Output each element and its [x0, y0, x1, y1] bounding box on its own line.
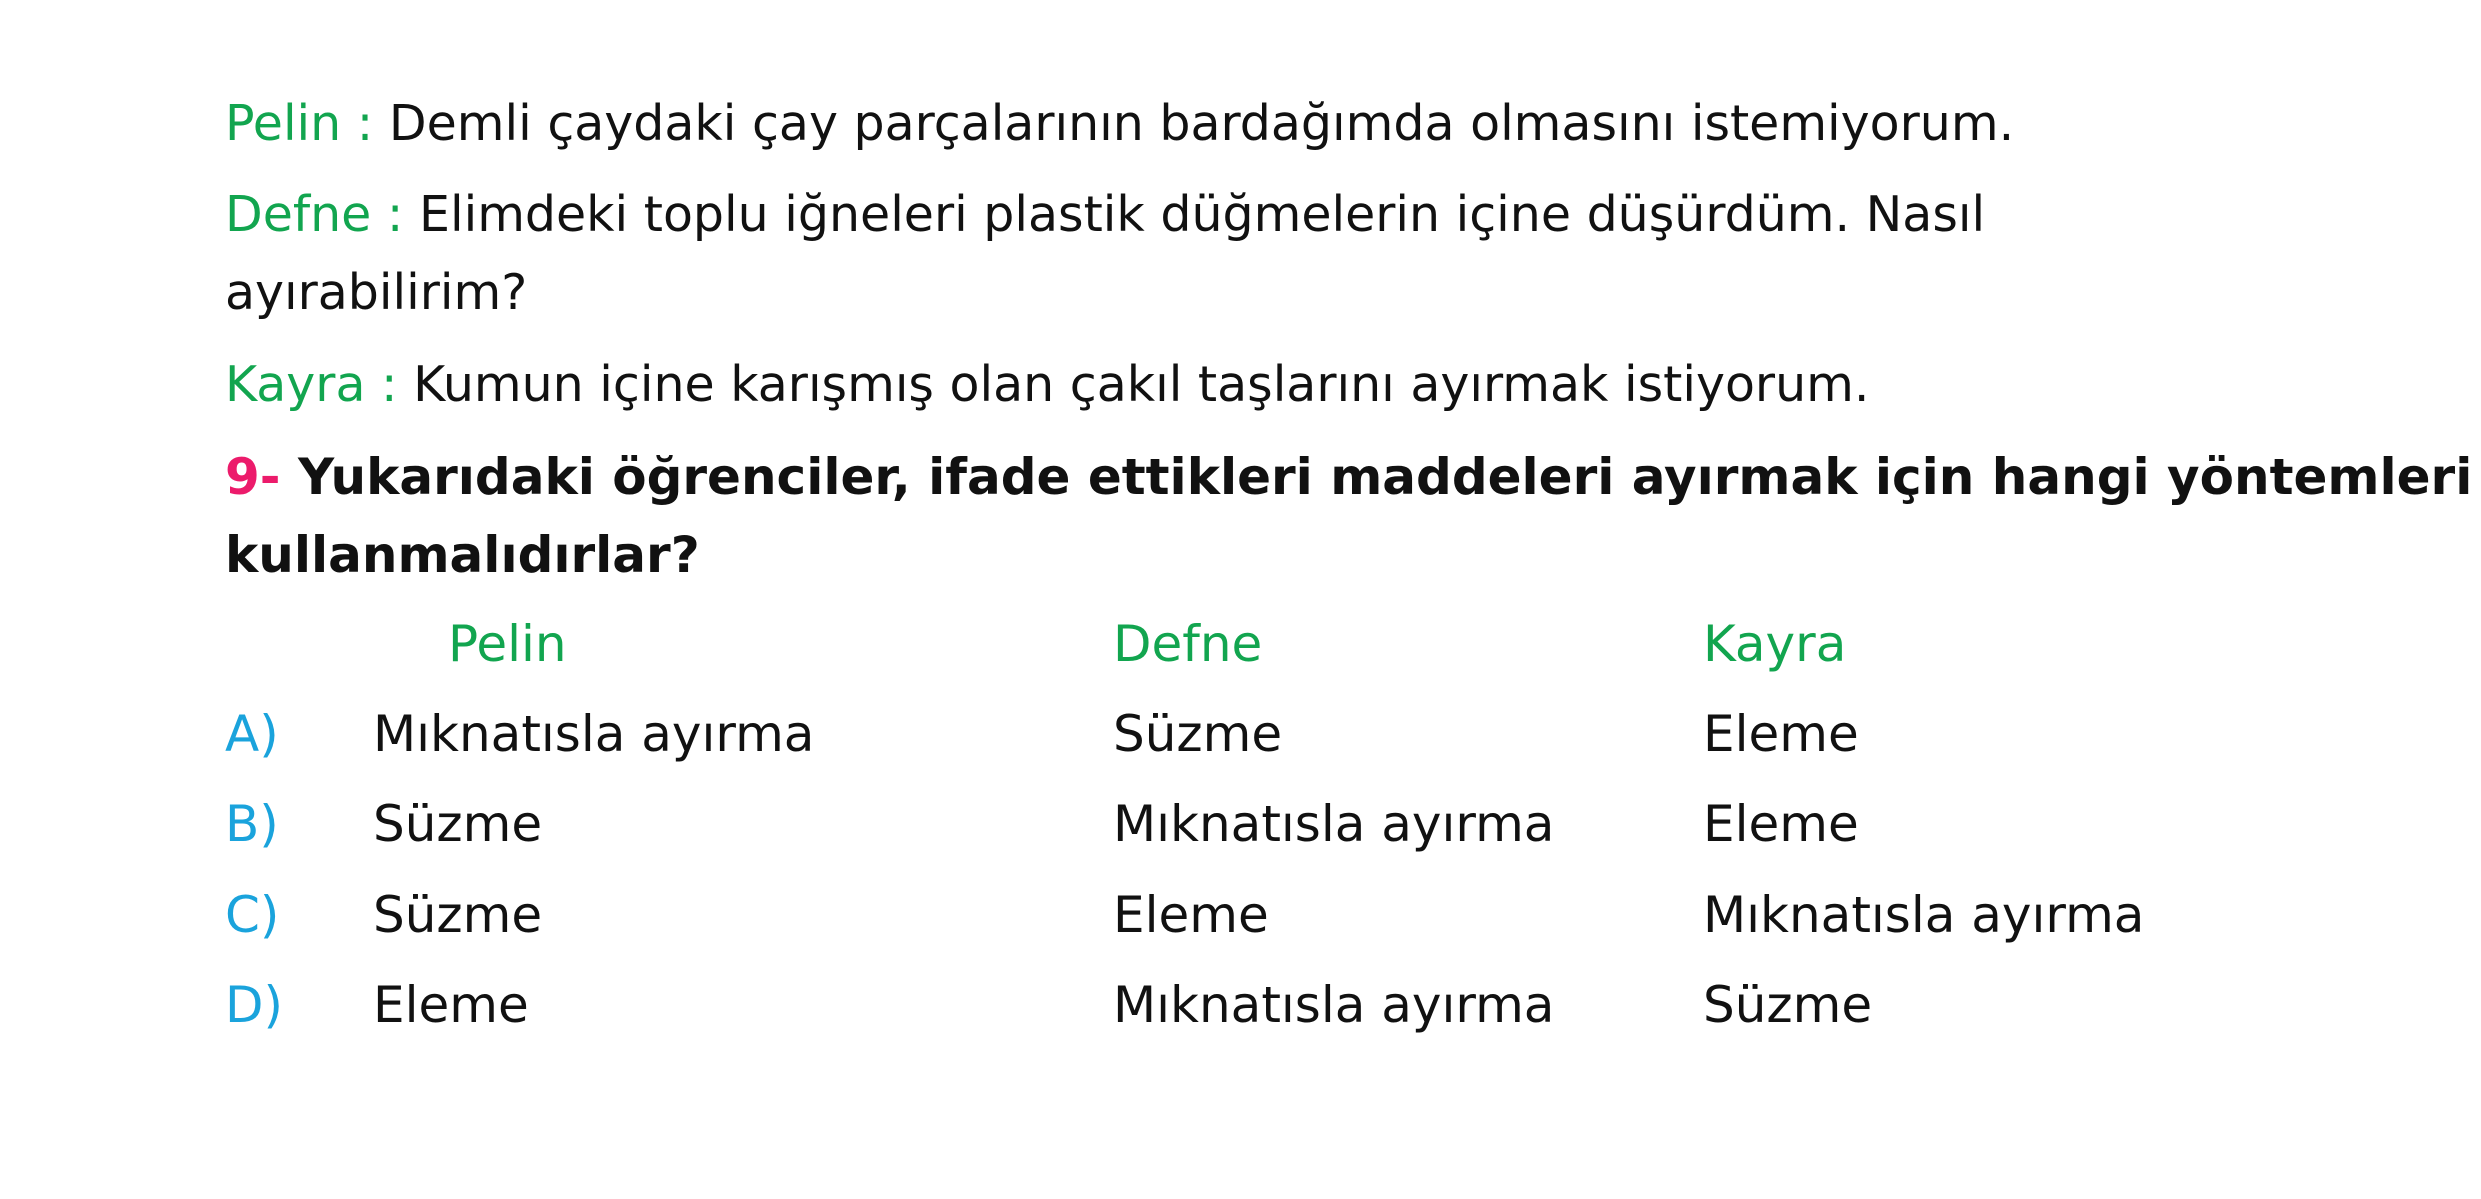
question-9 [225, 438, 2473, 594]
question-text: Yukarıdaki öğrenciler, ifade ettikleri maddeleri ayırmak için hangi yöntemleri [297, 448, 2473, 506]
statement-pelin [225, 85, 2014, 163]
option-cell-kayra: Eleme [1703, 705, 1859, 763]
option-cell-kayra: Eleme [1703, 795, 1859, 853]
statement-text: Kumun içine karışmış olan çakıl taşlarını ayırmak istiyorum. [413, 356, 1870, 413]
option-cell-pelin: Süzme [373, 795, 543, 853]
option-cell-defne: Eleme [1113, 886, 1269, 944]
option-cell-kayra: Mıknatısla ayırma [1703, 886, 2145, 944]
question-number: 9- [225, 448, 281, 506]
option-letter[interactable]: D) [225, 976, 284, 1034]
speaker-label: Kayra : [225, 356, 398, 413]
statement-text: Elimdeki toplu iğneleri plastik düğmelerin içine düşürdüm. Nasıl [419, 186, 1986, 243]
option-cell-pelin: Süzme [373, 886, 543, 944]
statement-kayra [225, 346, 1869, 424]
column-header-defne: Defne [1113, 615, 1263, 673]
question-line-2: kullanmalıdırlar? [225, 526, 700, 584]
option-cell-pelin: Mıknatısla ayırma [373, 705, 815, 763]
speaker-label: Defne : [225, 186, 404, 243]
option-letter[interactable]: B) [225, 795, 279, 853]
option-c[interactable] [0, 876, 2481, 954]
option-letter[interactable]: C) [225, 886, 280, 944]
statement-text-continued: ayırabilirim? [225, 264, 528, 321]
statement-text: Demli çaydaki çay parçalarının bardağımda olmasını istemiyorum. [388, 95, 2015, 152]
question-line-1 [225, 438, 2473, 516]
option-d[interactable] [0, 966, 2481, 1044]
speaker-label: Pelin : [225, 95, 374, 152]
statement-defne [225, 176, 1985, 254]
option-cell-defne: Mıknatısla ayırma [1113, 795, 1555, 853]
option-b[interactable] [0, 785, 2481, 863]
option-cell-defne: Mıknatısla ayırma [1113, 976, 1555, 1034]
option-letter[interactable]: A) [225, 705, 279, 763]
column-header-pelin: Pelin [448, 615, 567, 673]
column-header-kayra: Kayra [1703, 615, 1847, 673]
option-cell-pelin: Eleme [373, 976, 529, 1034]
statement-defne-continued [225, 254, 527, 332]
option-cell-defne: Süzme [1113, 705, 1283, 763]
option-a[interactable] [0, 695, 2481, 773]
option-cell-kayra: Süzme [1703, 976, 1873, 1034]
